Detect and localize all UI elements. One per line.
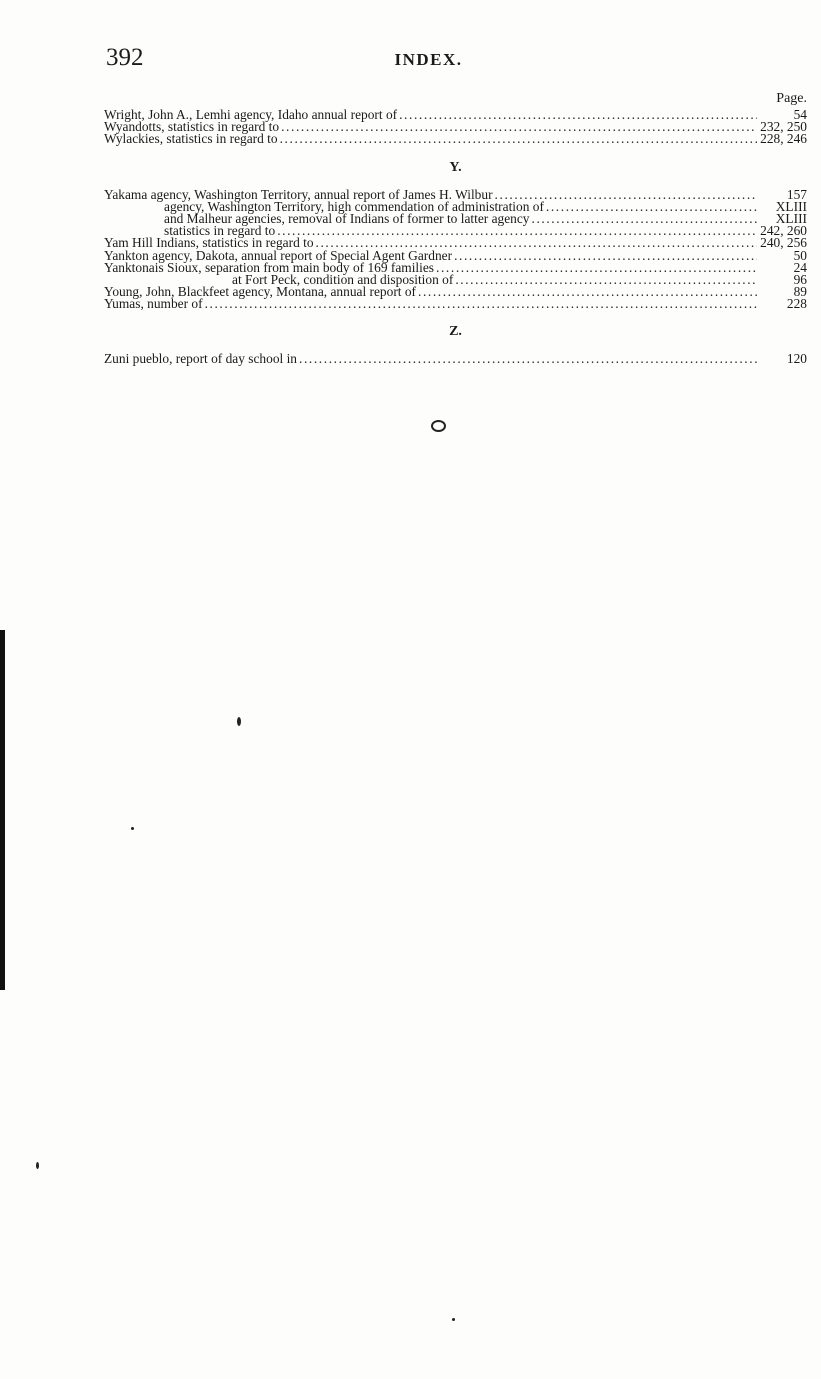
dot-leader xyxy=(399,109,757,121)
entry-text: Yam Hill Indians, statistics in regard to xyxy=(104,235,314,251)
page-header xyxy=(0,44,821,78)
entry-page-ref: 157 xyxy=(786,186,807,202)
entry-page-ref: 242, 260 xyxy=(760,223,807,239)
ink-speck xyxy=(237,717,241,726)
entry-page-ref: XLIII xyxy=(775,210,807,226)
entry-text: Wyandotts, statistics in regard to xyxy=(104,119,280,135)
entry-page-ref: 232, 250 xyxy=(760,119,807,135)
dot-leader xyxy=(546,201,757,213)
entry-text: at Fort Peck, condition and disposition of xyxy=(232,271,454,287)
entry-page-ref: XLIII xyxy=(775,198,807,214)
dot-leader xyxy=(299,353,757,365)
entry-page-ref: 24 xyxy=(793,259,807,275)
entry-text: Yanktonais Sioux, separation from main body of 169 families xyxy=(104,259,435,275)
entry-text: Yumas, number of xyxy=(104,296,203,312)
page-edge-shadow xyxy=(0,630,5,990)
section-letter: Y. xyxy=(449,159,462,175)
entry-page-ref: 96 xyxy=(793,271,807,287)
ink-speck xyxy=(36,1162,39,1169)
ink-speck xyxy=(131,827,134,830)
entry-page-ref: 54 xyxy=(793,107,807,122)
entry-text: Yakama agency, Washington Territory, annual report of James H. Wilbur xyxy=(104,186,493,202)
index-entry xyxy=(104,133,807,145)
entry-text: Wylackies, statistics in regard to xyxy=(104,131,278,147)
dot-leader xyxy=(281,121,757,133)
index-entry xyxy=(104,259,807,275)
entry-text: Zuni pueblo, report of day school in xyxy=(104,351,298,367)
entry-text: Young, John, Blackfeet agency, Montana, annual report of xyxy=(104,284,416,300)
entry-text: and Malheur agencies, removal of Indians of former to latter agency xyxy=(164,210,530,226)
entry-page-ref: 120 xyxy=(786,351,807,367)
index-entry xyxy=(104,286,807,298)
entry-page-ref: 228 xyxy=(786,296,807,312)
page-column-heading: Page. xyxy=(776,91,807,106)
index-entry xyxy=(104,353,807,365)
entry-text: Wright, John A., Lemhi agency, Idaho annual report of xyxy=(104,107,398,122)
page-number: 392 xyxy=(106,44,144,71)
dot-leader xyxy=(455,274,757,286)
dot-leader xyxy=(436,262,757,274)
ink-speck xyxy=(452,1318,455,1321)
entry-page-ref: 50 xyxy=(793,247,807,263)
entry-text: statistics in regard to xyxy=(164,223,276,239)
entry-text: agency, Washington Territory, high commendation of administration of xyxy=(164,198,544,214)
index-body xyxy=(104,109,807,366)
dot-leader xyxy=(532,213,758,225)
end-ornament xyxy=(431,420,446,432)
entry-page-ref: 89 xyxy=(793,284,807,300)
entry-page-ref: 228, 246 xyxy=(760,131,807,147)
dot-leader xyxy=(418,286,757,298)
entry-page-ref: 240, 256 xyxy=(760,235,807,251)
section-letter: Z. xyxy=(449,324,462,340)
dot-leader xyxy=(205,298,757,310)
entry-text: Yankton agency, Dakota, annual report of Special Agent Gardner xyxy=(104,247,453,263)
page-title: INDEX. xyxy=(394,50,463,69)
dot-leader xyxy=(277,225,757,237)
dot-leader xyxy=(454,250,757,262)
dot-leader xyxy=(280,133,757,145)
index-entry xyxy=(104,298,807,310)
